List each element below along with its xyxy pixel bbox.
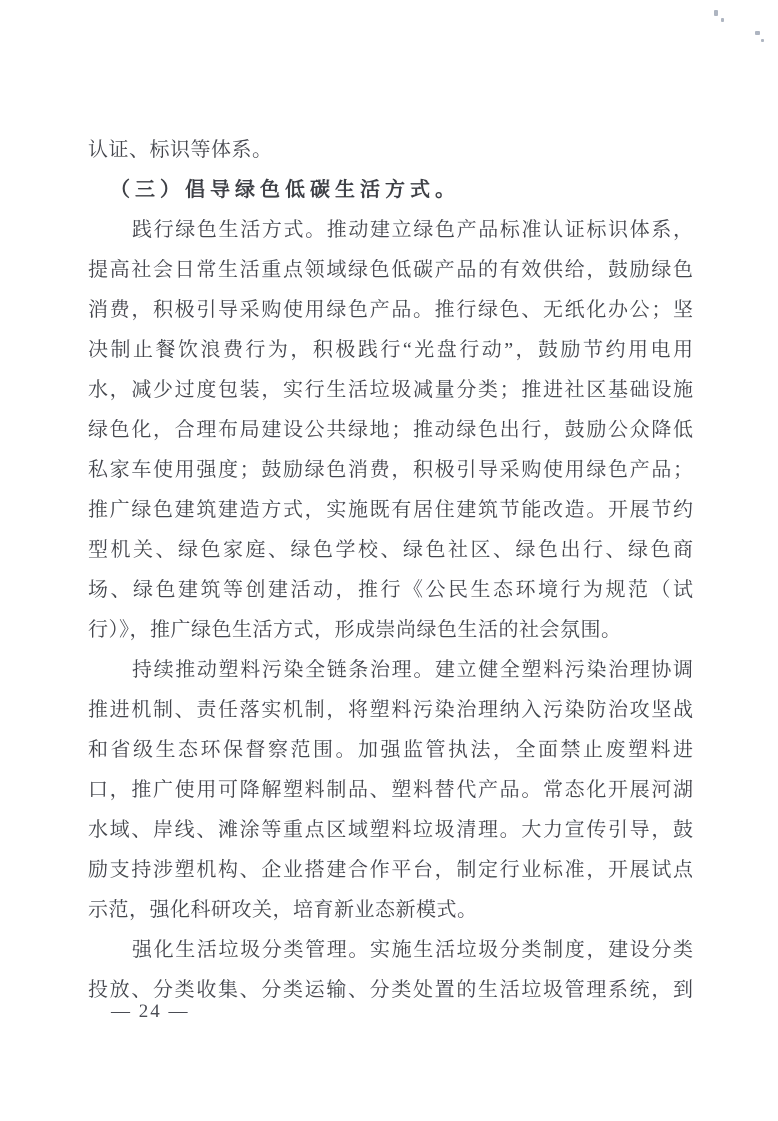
scan-speck (761, 39, 764, 42)
text-line: 水域、岸线、滩涂等重点区域塑料垃圾清理。大力宣传引导，鼓 (88, 819, 693, 841)
text-line: 场、绿色建筑等创建活动，推行《公民生态环境行为规范（试 (88, 579, 693, 601)
scan-speck (721, 18, 724, 22)
section-heading: （三）倡导绿色低碳生活方式。 (110, 179, 460, 201)
document-body (88, 130, 693, 1010)
scan-speck (755, 31, 760, 35)
text-line: 消费，积极引导采购使用绿色产品。推行绿色、无纸化办公；坚 (88, 299, 693, 321)
text-line: 投放、分类收集、分类运输、分类处置的生活垃圾管理系统，到 (88, 979, 693, 1001)
text-line: 励支持涉塑机构、企业搭建合作平台，制定行业标准，开展试点 (88, 859, 693, 881)
text-line: 口，推广使用可降解塑料制品、塑料替代产品。常态化开展河湖 (88, 779, 693, 801)
text-line: 私家车使用强度；鼓励绿色消费，积极引导采购使用绿色产品； (88, 459, 693, 481)
text-line: 持续推动塑料污染全链条治理。建立健全塑料污染治理协调 (132, 659, 693, 681)
text-line: 示范，强化科研攻关，培育新业态新模式。 (88, 899, 478, 921)
text-line: 型机关、绿色家庭、绿色学校、绿色社区、绿色出行、绿色商 (88, 539, 693, 561)
text-line: 提高社会日常生活重点领域绿色低碳产品的有效供给，鼓励绿色 (88, 259, 693, 281)
text-line: 强化生活垃圾分类管理。实施生活垃圾分类制度，建设分类 (132, 939, 693, 961)
text-line: 认证、标识等体系。 (88, 139, 273, 161)
text-line: 践行绿色生活方式。推动建立绿色产品标准认证标识体系， (132, 219, 693, 241)
text-line: 推进机制、责任落实机制，将塑料污染治理纳入污染防治攻坚战 (88, 699, 693, 721)
text-line: 推广绿色建筑建造方式，实施既有居住建筑节能改造。开展节约 (88, 499, 693, 521)
text-line: 行）》，推广绿色生活方式，形成崇尚绿色生活的社会氛围。 (88, 619, 622, 641)
text-line: 决制止餐饮浪费行为，积极践行“光盘行动”，鼓励节约用电用 (88, 339, 693, 361)
text-line: 水，减少过度包装，实行生活垃圾减量分类；推进社区基础设施 (88, 379, 693, 401)
text-line: 和省级生态环保督察范围。加强监管执法，全面禁止废塑料进 (88, 739, 693, 761)
scan-speck (714, 10, 718, 16)
page-number: — 24 — (111, 1001, 190, 1022)
text-line: 绿色化，合理布局建设公共绿地；推动绿色出行，鼓励公众降低 (88, 419, 693, 441)
